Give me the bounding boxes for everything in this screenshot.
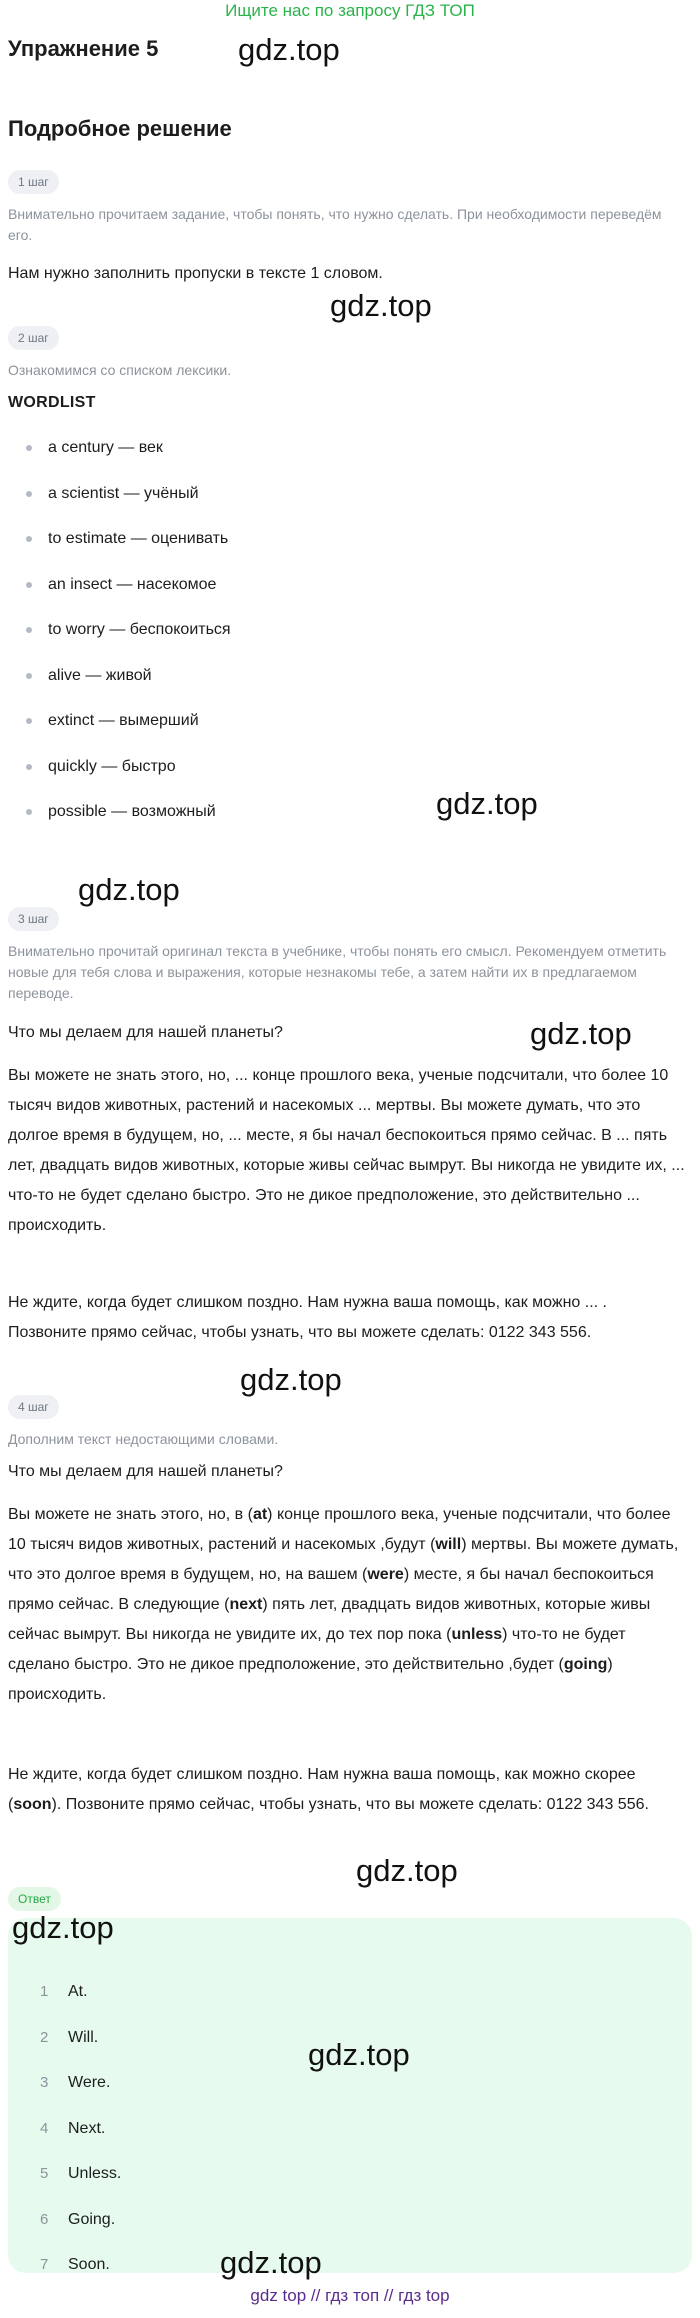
watermark: gdz.top [330, 288, 432, 323]
answer-item: 2 Will. [40, 2028, 99, 2046]
step-1-hint: Внимательно прочитаем задание, чтобы понять, что нужно сделать. При необходимости переведём его. [8, 206, 662, 243]
answer-item: 1 At. [40, 1983, 88, 2000]
step-2-badge: 2 шаг [8, 326, 59, 350]
filled-word: next [229, 1596, 263, 1613]
watermark: gdz.top [530, 1016, 632, 1051]
list-item: an insect — насекомое [0, 573, 231, 619]
step-1-badge: 1 шаг [8, 170, 59, 194]
step-1-text: Нам нужно заполнить пропуски в тексте 1 словом. [8, 265, 383, 282]
list-item: a century — век [0, 436, 231, 482]
answer-item: 3 Were. [40, 2074, 111, 2091]
watermark: gdz.top [356, 1853, 458, 1888]
filled-word: unless [451, 1626, 503, 1643]
list-item: extinct — вымерший [0, 709, 231, 755]
step-3-hint: Внимательно прочитай оригинал текста в учебнике, чтобы понять его смысл. Рекомендуем отметить новые для тебя слова и выражения, которые незнакомы тебе, а затем найти их в предлагаемом переводе. [8, 943, 667, 1001]
filled-word: will [435, 1536, 462, 1553]
step-4-hint: Дополним текст недостающими словами. [8, 1431, 279, 1447]
filled-word: at [252, 1506, 268, 1523]
bullet-icon [26, 582, 32, 588]
list-item: possible — возможный [0, 800, 231, 846]
step-4-question: Что мы делаем для нашей планеты? [8, 1463, 283, 1480]
watermark: gdz.top [436, 786, 538, 821]
answer-item: 7 Soon. [40, 2256, 110, 2273]
bullet-icon [26, 536, 32, 542]
wordlist-title: WORDLIST [8, 394, 96, 411]
solution-title: Подробное решение [8, 116, 232, 141]
step-3-paragraph-2: Не ждите, когда будет слишком поздно. Нам нужна ваша помощь, как можно ... . Позвоните прямо сейчас, чтобы узнать, что вы можете сделать: 0122 343 556. [8, 1294, 607, 1341]
answer-item: 4 Next. [40, 2119, 106, 2137]
step-3-paragraph-1: Вы можете не знать этого, но, ... конце прошлого века, ученые подсчитали, что более 10 тысяч видов животных, растений и насекомых ... мертвы. Вы можете думать, что это долгое время в будущем, но, ... месте, я бы начал беспокоиться прямо сейчас. В ... пять лет, двадцать видов животных, которые живы сейчас вымрут. Вы никогда не увидите их, ... что-то не будет сделано быстро. Это не дикое предположение, это действительно ... происходить. [8, 1067, 685, 1234]
watermark: gdz.top [78, 872, 180, 907]
answer-item: 5 Unless. [40, 2165, 122, 2182]
filled-word: were [367, 1566, 404, 1583]
step-3-question: Что мы делаем для нашей планеты? [8, 1024, 283, 1041]
answer-badge: Ответ [8, 1887, 61, 1911]
exercise-title: Упражнение 5 [8, 36, 159, 61]
bullet-icon [26, 627, 32, 633]
step-4-paragraph-2: Не ждите, когда будет слишком поздно. Нам нужна ваша помощь, как можно скорее (soon). Позвоните прямо сейчас, чтобы узнать, что вы можете сделать: 0122 343 556. [8, 1766, 649, 1813]
list-item: alive — живой [0, 664, 231, 710]
filled-word: going [563, 1656, 608, 1673]
watermark: gdz.top [238, 32, 340, 67]
bullet-icon [26, 718, 32, 724]
list-item: to worry — беспокоиться [0, 618, 231, 664]
bullet-icon [26, 764, 32, 770]
answer-item: 6 Going. [40, 2210, 116, 2228]
watermark: gdz.top [240, 1362, 342, 1397]
watermark: gdz.top [220, 2245, 322, 2280]
watermark: gdz.top [12, 1910, 114, 1945]
step-4-paragraph-1: Вы можете не знать этого, но, в (at) конце прошлого века, ученые подсчитали, что более 10 тысяч видов животных, растений и насекомых ,будут (will) мертвы. Вы можете думать, что это долгое время в будущем, но, на вашем (were) месте, я бы начал беспокоиться прямо сейчас. В следующие (next) пять лет, двадцать видов животных, которые живы сейчас вымрут. Вы никогда не увидите их, до тех пор пока (unless) что-то не будет сделано быстро. Это не дикое предположение, это действительно ,будет (going) происходить. [8, 1506, 679, 1703]
step-3-badge: 3 шаг [8, 907, 59, 931]
list-item: to estimate — оценивать [0, 527, 231, 573]
bullet-icon [26, 491, 32, 497]
list-item: quickly — быстро [0, 755, 231, 801]
list-item: a scientist — учёный [0, 482, 231, 528]
bullet-icon [26, 445, 32, 451]
word-list [0, 436, 231, 846]
answer-list [40, 1980, 121, 2299]
step-2-hint: Ознакомимся со списком лексики. [8, 362, 232, 378]
bullet-icon [26, 809, 32, 815]
top-banner[interactable]: Ищите нас по запросу ГДЗ ТОП [225, 1, 475, 20]
footer-links[interactable]: gdz top // гдз топ // гдз top [250, 2286, 450, 2305]
step-4-badge: 4 шаг [8, 1395, 59, 1419]
filled-word: soon [13, 1796, 52, 1813]
bullet-icon [26, 673, 32, 679]
watermark: gdz.top [308, 2037, 410, 2072]
